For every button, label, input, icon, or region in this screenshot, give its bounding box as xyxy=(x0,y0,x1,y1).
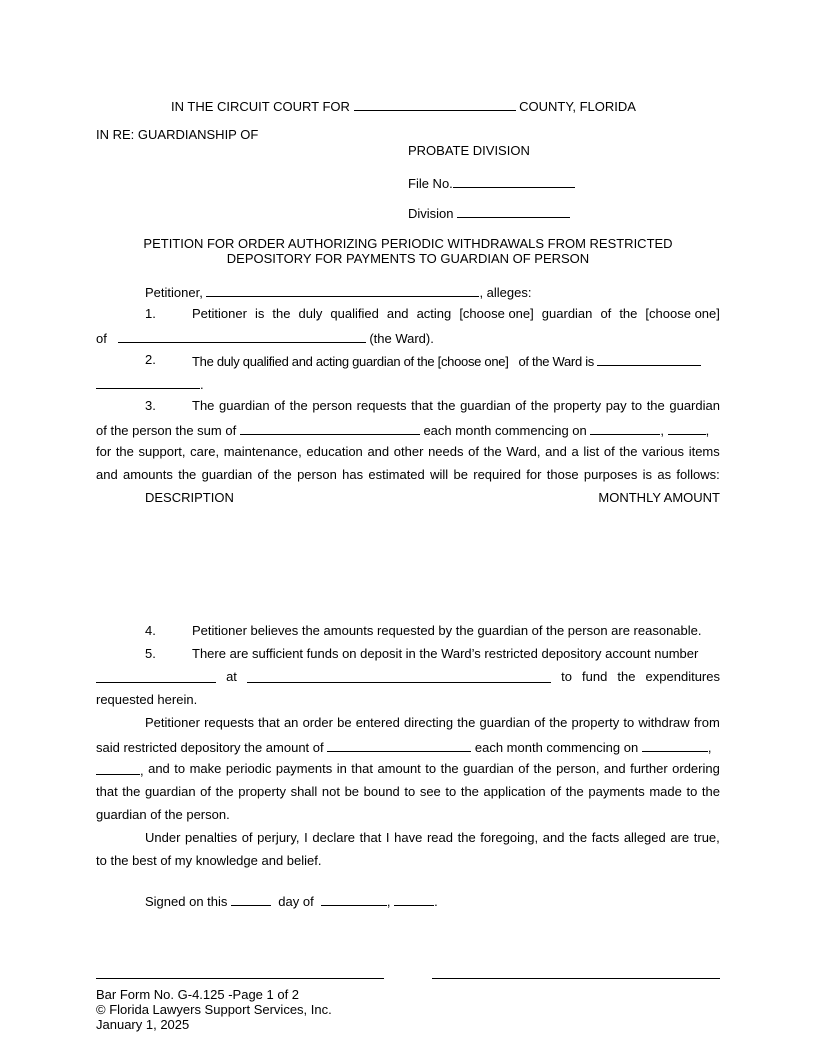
petitioner-line: Petitioner, , alleges: xyxy=(145,285,532,300)
perjury-line1: Under penalties of perjury, I declare that I have read the foregoing, and the facts alleged are true, xyxy=(145,830,720,845)
document-title-line2: DEPOSITORY FOR PAYMENTS TO GUARDIAN OF PERSON xyxy=(226,251,590,266)
commencing-year-field[interactable] xyxy=(668,421,706,435)
paragraph-3-number: 3. xyxy=(145,398,156,413)
withdrawal-commencing-year-field[interactable] xyxy=(96,761,140,775)
paragraph-1-line1: Petitioner is the duly qualified and acting [choose one] guardian of the [choose one] xyxy=(192,306,720,321)
division-line: Division xyxy=(408,204,570,222)
guardian-type-dropdown[interactable]: [choose one] xyxy=(459,306,534,321)
footer-date: January 1, 2025 xyxy=(96,1017,190,1032)
paragraph-5-line3: requested herein. xyxy=(96,692,198,707)
paragraph-5-line2: at to fund the expenditures xyxy=(96,669,720,685)
request-line1: Petitioner requests that an order be entered directing the guardian of the property to withdraw from xyxy=(145,715,720,730)
signed-day-field[interactable] xyxy=(231,892,271,906)
request-line4: that the guardian of the property shall not be bound to see to the application of the payments made to the xyxy=(96,784,720,799)
signature-line-left[interactable] xyxy=(96,978,384,979)
monthly-sum-field[interactable] xyxy=(240,421,420,435)
in-re-label: IN RE: GUARDIANSHIP OF xyxy=(96,127,259,142)
guardianship-scope-dropdown[interactable]: [choose one] xyxy=(645,306,720,321)
perjury-line2: to the best of my knowledge and belief. xyxy=(96,853,322,868)
depository-name-field[interactable] xyxy=(247,669,551,683)
paragraph-4-number: 4. xyxy=(145,623,156,638)
paragraph-1-line2: of (the Ward). xyxy=(96,331,434,346)
paragraph-5-line1: There are sufficient funds on deposit in the Ward’s restricted depository account number xyxy=(192,646,699,661)
description-column-header: DESCRIPTION xyxy=(145,490,234,505)
withdrawal-amount-field[interactable] xyxy=(327,738,471,752)
paragraph-3-line4: and amounts the guardian of the person has estimated will be required for those purposes is as follows: xyxy=(96,467,720,482)
document-title-line1: PETITION FOR ORDER AUTHORIZING PERIODIC WITHDRAWALS FROM RESTRICTED xyxy=(143,236,673,251)
withdrawal-commencing-month-field[interactable] xyxy=(642,738,708,752)
paragraph-3-line1: The guardian of the person requests that the guardian of the property pay to the guardian xyxy=(192,398,720,413)
paragraph-2-number: 2. xyxy=(145,352,156,367)
footer-copyright: © Florida Lawyers Support Services, Inc. xyxy=(96,1002,332,1017)
probate-division-label: PROBATE DIVISION xyxy=(408,143,530,158)
paragraph-4-text: Petitioner believes the amounts requested by the guardian of the person are reasonable. xyxy=(192,623,702,638)
court-heading: IN THE CIRCUIT COURT FOR COUNTY, FLORIDA xyxy=(171,99,636,114)
signature-line-right[interactable] xyxy=(432,978,720,979)
request-line3: , and to make periodic payments in that amount to the guardian of the person, and further ordering xyxy=(96,761,720,779)
division-field[interactable] xyxy=(457,204,570,218)
file-no: File No. xyxy=(408,174,575,192)
guardian-name-field-cont[interactable] xyxy=(96,375,200,389)
signed-year-field[interactable] xyxy=(394,892,434,906)
paragraph-3-line2: of the person the sum of each month commencing on , , xyxy=(96,423,710,438)
signed-month-field[interactable] xyxy=(321,892,387,906)
paragraph-2-line1: The duly qualified and acting guardian of the [choose one] of the Ward is xyxy=(192,352,701,370)
expense-items-area[interactable] xyxy=(96,510,720,620)
county-field[interactable] xyxy=(354,97,516,111)
file-no-field[interactable] xyxy=(453,174,575,188)
paragraph-5-number: 5. xyxy=(145,646,156,661)
paragraph-2-line2: . xyxy=(96,375,204,393)
petitioner-name-field[interactable] xyxy=(206,283,479,297)
monthly-amount-column-header: MONTHLY AMOUNT xyxy=(598,490,720,505)
footer-form-number: Bar Form No. G-4.125 -Page 1 of 2 xyxy=(96,987,300,1002)
guardian-type-dropdown-2[interactable]: [choose one] xyxy=(437,354,509,369)
paragraph-3-line3: for the support, care, maintenance, education and other needs of the Ward, and a list of the various items xyxy=(96,444,720,459)
request-line5: guardian of the person. xyxy=(96,807,230,822)
signed-date-line: Signed on this day of , . xyxy=(145,894,438,909)
request-line2: said restricted depository the amount of each month commencing on , xyxy=(96,740,712,755)
ward-name-field[interactable] xyxy=(118,329,366,343)
commencing-month-field[interactable] xyxy=(590,421,660,435)
account-number-field[interactable] xyxy=(96,669,216,683)
paragraph-1-number: 1. xyxy=(145,306,156,321)
guardian-name-field[interactable] xyxy=(597,352,701,366)
